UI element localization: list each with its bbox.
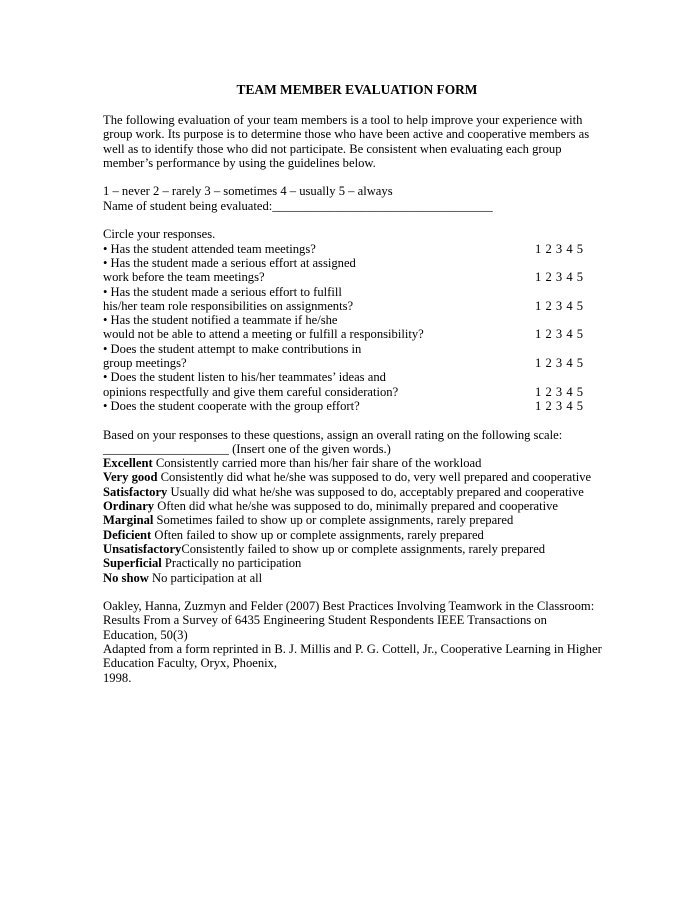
rating-scale[interactable]: 1 2 3 4 5 xyxy=(535,298,584,313)
question-text xyxy=(103,399,503,413)
rating-scale[interactable]: 1 2 3 4 5 xyxy=(535,356,584,371)
question-line: work before the team meetings? xyxy=(103,270,265,285)
question-line: • Does the student listen to his/her teammates’ ideas and xyxy=(103,370,386,385)
rating-term: Very good xyxy=(103,470,158,485)
spacer xyxy=(103,585,603,599)
overall-rating-prompt: Based on your responses to these questions, assign an overall rating on the following scale: xyxy=(103,427,563,442)
question-line: • Has the student attended team meetings? xyxy=(103,241,316,256)
evaluation-form-page xyxy=(103,82,603,685)
overall-rating-blank[interactable]: ____________________ (Insert one of the given words.) xyxy=(103,441,391,456)
rating-term: Excellent xyxy=(103,456,153,471)
reference-citation: Oakley, Hanna, Zuzmyn and Felder (2007) Best Practices Involving Teamwork in the Classroom: Results From a Survey of 6435 Engineering Student Respondents IEEE Transactions on Education, 50(3) xyxy=(103,599,595,642)
question-text xyxy=(103,242,503,256)
question-line: • Does the student attempt to make contributions in xyxy=(103,341,362,356)
rating-description: Practically no participation xyxy=(161,556,302,571)
question-line: his/her team role responsibilities on assignments? xyxy=(103,298,354,313)
rating-term: Deficient xyxy=(103,527,152,542)
question-line: • Has the student made a serious effort at assigned xyxy=(103,255,356,270)
rating-definition xyxy=(103,456,603,470)
rating-description: Usually did what he/she was supposed to do, acceptably prepared and cooperative xyxy=(167,484,584,499)
rating-scale[interactable]: 1 2 3 4 5 xyxy=(535,398,584,413)
intro-paragraph: The following evaluation of your team members is a tool to help improve your experience with group work. Its purpose is to determine those who have been active and cooperative members as well as to identify those who did not participate. Be consistent when evaluating each group member’s performance by using the guidelines below. xyxy=(103,113,590,170)
rating-definition xyxy=(103,528,603,542)
question-text xyxy=(103,256,503,285)
rating-description: Consistently did what he/she was supposed to do, very well prepared and cooperative xyxy=(157,470,592,485)
rating-description: Consistently carried more than his/her fair share of the workload xyxy=(152,456,482,471)
rating-definition xyxy=(103,513,603,527)
rating-definition xyxy=(103,556,603,570)
rating-term: Marginal xyxy=(103,513,154,528)
form-title: TEAM MEMBER EVALUATION FORM xyxy=(236,82,478,97)
question-text xyxy=(103,285,503,314)
rating-definitions xyxy=(103,456,603,585)
rating-term: Ordinary xyxy=(103,499,155,514)
rating-scale[interactable]: 1 2 3 4 5 xyxy=(535,327,584,342)
question-line: • Has the student notified a teammate if he/she xyxy=(103,313,338,328)
question-item xyxy=(103,370,603,399)
adaptation-note: Adapted from a form reprinted in B. J. Millis and P. G. Cottell, Jr., Cooperative Learning in Higher Education Faculty, Oryx, Phoenix, xyxy=(103,641,602,671)
question-item xyxy=(103,313,603,342)
question-line: would not be able to attend a meeting or fulfill a responsibility? xyxy=(103,327,424,342)
question-line: • Does the student cooperate with the group effort? xyxy=(103,398,360,413)
question-line: • Has the student made a serious effort to fulfill xyxy=(103,284,342,299)
rating-scale[interactable]: 1 2 3 4 5 xyxy=(535,384,584,399)
rating-term: No show xyxy=(103,570,149,585)
student-name-line: Name of student being evaluated:___________________________________ xyxy=(103,198,493,213)
question-item xyxy=(103,342,603,371)
rating-term: Satisfactory xyxy=(103,484,168,499)
rating-definition xyxy=(103,542,603,556)
rating-description: Often failed to show up or complete assignments, rarely prepared xyxy=(151,527,484,542)
rating-description: Consistently failed to show up or complete assignments, rarely prepared xyxy=(181,541,546,556)
question-text xyxy=(103,313,503,342)
spacer xyxy=(103,413,603,427)
scale-key: 1 – never 2 – rarely 3 – sometimes 4 – usually 5 – always xyxy=(103,184,393,199)
rating-description: Often did what he/she was supposed to do, minimally prepared and cooperative xyxy=(154,499,559,514)
question-text xyxy=(103,370,503,399)
rating-definition xyxy=(103,485,603,499)
question-line: group meetings? xyxy=(103,356,187,371)
spacer xyxy=(103,213,603,227)
question-item xyxy=(103,242,603,256)
question-item xyxy=(103,285,603,314)
rating-term: Unsatisfactory xyxy=(103,541,182,556)
rating-definition xyxy=(103,571,603,585)
rating-definition xyxy=(103,499,603,513)
question-item xyxy=(103,399,603,413)
rating-term: Superficial xyxy=(103,556,162,571)
question-text xyxy=(103,342,503,371)
rating-scale[interactable]: 1 2 3 4 5 xyxy=(535,270,584,285)
rating-description: No participation at all xyxy=(148,570,263,585)
question-item xyxy=(103,256,603,285)
rating-description: Sometimes failed to show up or complete assignments, rarely prepared xyxy=(153,513,514,528)
circle-prompt: Circle your responses. xyxy=(103,227,216,242)
rating-definition xyxy=(103,470,603,484)
adaptation-year: 1998. xyxy=(103,670,132,685)
spacer xyxy=(103,170,603,184)
rating-scale[interactable]: 1 2 3 4 5 xyxy=(535,241,584,256)
question-line: opinions respectfully and give them careful consideration? xyxy=(103,384,399,399)
